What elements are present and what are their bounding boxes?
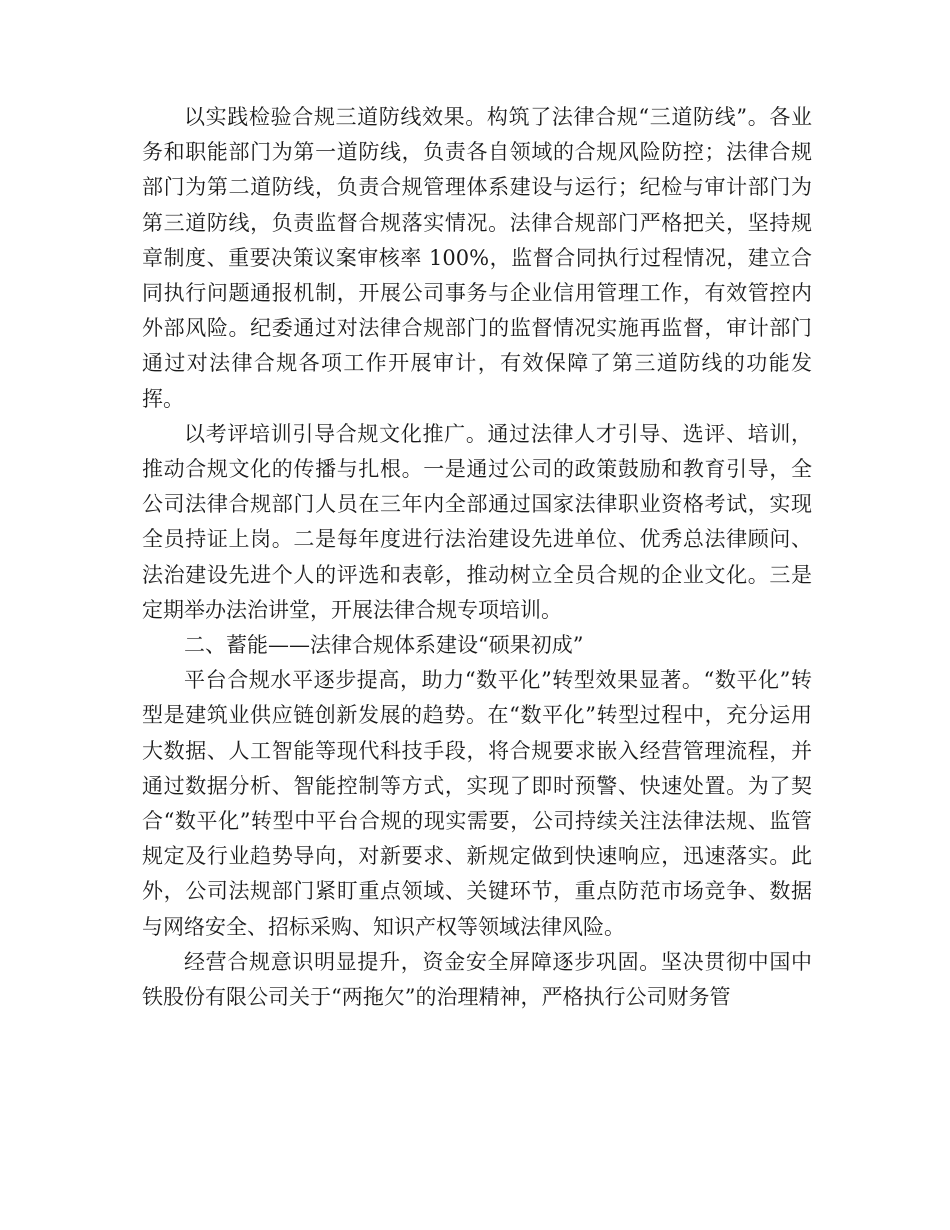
document-body bbox=[142, 100, 812, 1015]
paragraph-operation-compliance: 经营合规意识明显提升，资金安全屏障逐步巩固。坚决贯彻中国中铁股份有限公司关于“两拖欠”的治理精神，严格执行公司财务管 bbox=[142, 949, 812, 1010]
paragraph-platform-compliance: 平台合规水平逐步提高，助力“数平化”转型效果显著。“数平化”转型是建筑业供应链创新发展的趋势。在“数平化”转型过程中，充分运用大数据、人工智能等现代科技手段，将合规要求嵌入经营管理流程，并通过数据分析、智能控制等方式，实现了即时预警、快速处置。为了契合“数平化”转型中平台合规的现实需要，公司持续关注法律法规、监管规定及行业趋势导向，对新要求、新规定做到快速响应，迅速落实。此外，公司法规部门紧盯重点领域、关键环节，重点防范市场竞争、数据与网络安全、招标采购、知识产权等领域法律风险。 bbox=[142, 668, 812, 939]
section-heading: 二、蓄能——法律合规体系建设“硕果初成” bbox=[184, 633, 584, 658]
paragraph-compliance-culture: 以考评培训引导合规文化推广。通过法律人才引导、选评、培训，推动合规文化的传播与扎根。一是通过公司的政策鼓励和教育引导，全公司法律合规部门人员在三年内全部通过国家法律职业资格考试，实现全员持证上岗。二是每年度进行法治建设先进单位、优秀总法律顾问、法治建设先进个人的评选和表彰，推动树立全员合规的企业文化。三是定期举办法治讲堂，开展法律合规专项培训。 bbox=[142, 421, 812, 622]
paragraph-three-lines-of-defense: 以实践检验合规三道防线效果。构筑了法律合规“三道防线”。各业务和职能部门为第一道防线，负责各自领域的合规风险防控；法律合规部门为第二道防线，负责合规管理体系建设与运行；纪检与审计部门为第三道防线，负责监督合规落实情况。法律合规部门严格把关，坚持规章制度、重要决策议案审核率 100%，监督合同执行过程情况，建立合同执行问题通报机制，开展公司事务与企业信用管理工作，有效管控内外部风险。纪委通过对法律合规部门的监督情况实施再监督，审计部门通过对法律合规各项工作开展审计，有效保障了第三道防线的功能发挥。 bbox=[142, 105, 812, 411]
